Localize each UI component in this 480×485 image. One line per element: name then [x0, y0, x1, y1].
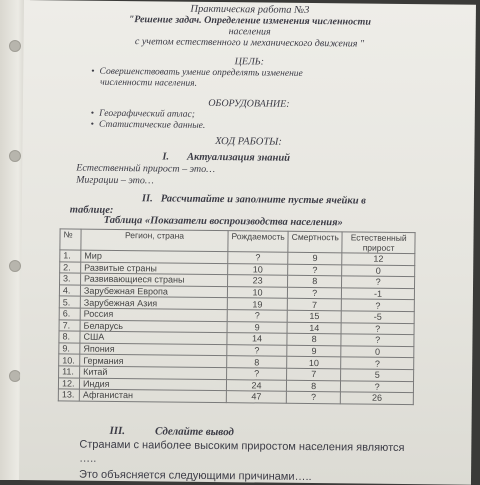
row-birth-rate: 10 — [228, 263, 288, 275]
row-natural-growth: -1 — [342, 288, 415, 300]
row-natural-growth: 12 — [342, 253, 415, 265]
reproduction-table — [58, 228, 416, 404]
row-natural-growth: 26 — [341, 392, 414, 404]
row-birth-rate: 23 — [228, 275, 288, 287]
row-death-rate: 9 — [288, 252, 342, 264]
row-region: Беларусь — [80, 320, 227, 333]
row-birth-rate: ? — [227, 310, 287, 322]
row-number: 3. — [60, 273, 81, 285]
row-region: Россия — [80, 308, 227, 321]
row-birth-rate: ? — [227, 344, 287, 356]
col-header-death-rate: Смертность — [288, 231, 342, 253]
row-natural-growth: ? — [342, 299, 415, 311]
progress-heading: ХОД РАБОТЫ: — [215, 136, 282, 148]
row-birth-rate: 8 — [227, 356, 287, 368]
section2-title-cont: таблице: — [69, 204, 114, 216]
row-birth-rate: 10 — [227, 286, 287, 298]
row-region: Зарубежная Европа — [80, 285, 227, 298]
row-death-rate: 8 — [288, 275, 342, 287]
natural-growth-line: Естественный прирост – это… — [76, 162, 216, 176]
row-number: 8. — [59, 331, 80, 343]
equipment-item: • Статистические данные. — [90, 119, 206, 131]
row-natural-growth: ? — [341, 334, 414, 346]
row-region: США — [80, 331, 227, 344]
equipment-list — [91, 109, 206, 132]
row-natural-growth: -5 — [341, 311, 414, 323]
row-natural-growth: 0 — [342, 264, 415, 276]
row-region: Зарубежная Азия — [80, 296, 227, 309]
worksheet-subtitle-line3: с учетом естественного и механического движения " — [134, 36, 365, 50]
row-death-rate: 8 — [287, 380, 341, 392]
section3-title: III. Сделайте вывод — [109, 424, 234, 439]
equipment-item: • Географический атлас; — [90, 108, 196, 120]
section2-title: II. Рассчитайте и заполните пустые ячейки в — [141, 193, 366, 207]
row-birth-rate: 9 — [227, 321, 287, 333]
row-number: 9. — [59, 343, 80, 355]
conclusion-line2: ….. — [79, 452, 97, 465]
worksheet-subtitle-line2: населения — [228, 26, 271, 38]
row-number: 2. — [60, 261, 81, 273]
row-region: Китай — [80, 366, 227, 379]
row-number: 1. — [60, 250, 81, 262]
row-region: Индия — [79, 378, 226, 391]
conclusion-line1: Странами с наиболее высоким приростом населения являются — [79, 438, 405, 455]
row-death-rate: 9 — [287, 345, 341, 357]
row-birth-rate: ? — [228, 252, 288, 264]
row-number: 13. — [58, 389, 79, 401]
row-natural-growth: 5 — [341, 369, 414, 381]
worksheet-subtitle-line1: "Решение задач. Определение изменения численности — [128, 14, 371, 28]
col-header-birth-rate: Рождаемость — [228, 231, 288, 253]
row-number: 5. — [59, 296, 80, 308]
row-region: Развитые страны — [81, 262, 228, 275]
row-birth-rate: 47 — [226, 391, 286, 403]
col-header-number: № — [60, 229, 81, 250]
punch-hole — [9, 150, 21, 162]
col-header-region: Регион, страна — [81, 229, 228, 252]
equipment-heading: ОБОРУДОВАНИЕ: — [208, 97, 290, 110]
section1-title: I. Актуализация знаний — [162, 151, 291, 164]
objective-heading: ЦЕЛЬ: — [234, 56, 265, 68]
row-number: 6. — [59, 308, 80, 320]
row-natural-growth: ? — [341, 357, 414, 369]
punch-hole — [9, 260, 21, 272]
worksheet-page — [19, 0, 476, 485]
row-death-rate: 10 — [287, 357, 341, 369]
conclusion-line3: Это объясняется следующими причинами….. — [78, 468, 312, 484]
row-birth-rate: 19 — [227, 298, 287, 310]
row-death-rate: 8 — [287, 333, 341, 345]
row-number: 12. — [58, 377, 79, 389]
row-birth-rate: ? — [227, 368, 287, 380]
row-death-rate: 15 — [287, 310, 341, 322]
table-title: Таблица «Показатели воспроизводства населения» — [103, 214, 343, 229]
row-number: 4. — [59, 285, 80, 297]
row-death-rate: 7 — [287, 299, 341, 311]
row-death-rate: ? — [286, 391, 340, 403]
migration-line: Миграции – это… — [76, 174, 154, 187]
objective-item: • Совершенствовать умение определять изменение численности населения. — [91, 66, 303, 89]
row-number: 10. — [59, 354, 80, 366]
row-death-rate: ? — [288, 287, 342, 299]
row-number: 7. — [59, 319, 80, 331]
row-region: Мир — [81, 250, 228, 263]
worksheet-title: Практическая работа №3 — [190, 3, 310, 16]
row-natural-growth: ? — [341, 322, 414, 334]
row-region: Афганистан — [79, 389, 226, 402]
row-number: 11. — [59, 366, 80, 378]
col-header-natural-growth: Естественный прирост — [342, 232, 415, 254]
worksheet-header — [24, 2, 476, 51]
row-birth-rate: 24 — [226, 379, 286, 391]
row-birth-rate: 14 — [227, 333, 287, 345]
table-row — [58, 389, 413, 404]
row-natural-growth: 0 — [341, 346, 414, 358]
row-region: Германия — [80, 354, 227, 367]
row-region: Развивающиеся страны — [81, 273, 228, 286]
punch-hole — [9, 40, 21, 52]
row-natural-growth: ? — [342, 276, 415, 288]
row-natural-growth: ? — [341, 380, 414, 392]
row-death-rate: ? — [288, 264, 342, 276]
bullet: • — [91, 66, 95, 77]
row-death-rate: 7 — [287, 368, 341, 380]
row-death-rate: 14 — [287, 322, 341, 334]
row-region: Япония — [80, 343, 227, 356]
